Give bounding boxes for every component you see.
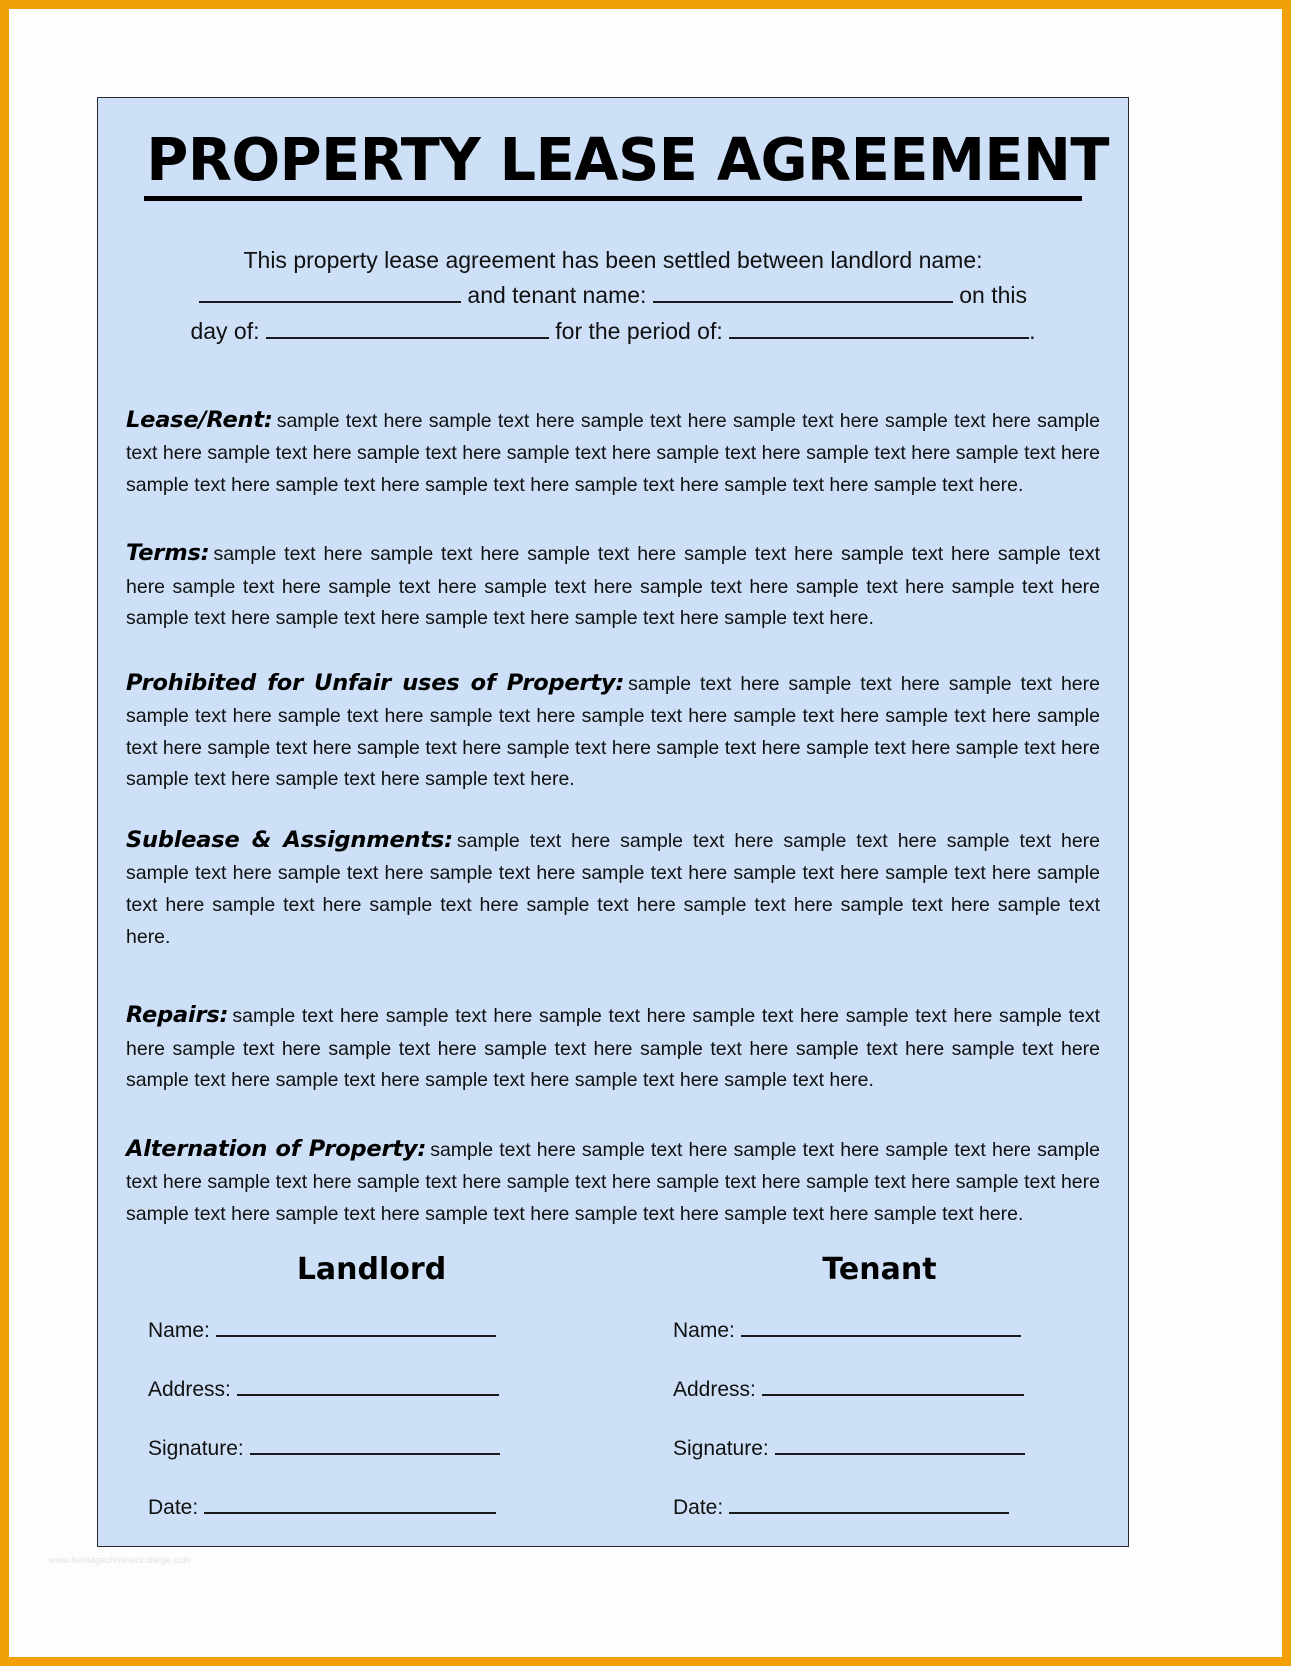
landlord-date-field[interactable]	[204, 1494, 496, 1514]
clause-heading-repairs: Repairs:	[126, 1002, 229, 1029]
clause-sublease-assignments	[126, 822, 1100, 953]
day-of-blank[interactable]	[266, 337, 549, 339]
clause-prohibited-uses	[126, 665, 1100, 796]
landlord-date-label: Date:	[148, 1496, 199, 1520]
intro-text-4: day of:	[190, 318, 260, 344]
watermark-text: www.heritagechristiancollege.com	[49, 1555, 191, 1565]
clause-body-alternation-of-property: sample text here sample text here sample text here sample text here sample text here sample text here sample text here sample text here sample text here sample text here sample text here sample text here sample text here sample text here sample text here sample text here sample text here.	[126, 1138, 1101, 1225]
tenant-signature-block	[613, 1252, 1104, 1553]
landlord-address-row	[130, 1376, 613, 1402]
tenant-heading: Tenant	[822, 1252, 937, 1288]
clause-lease-rent	[126, 402, 1100, 502]
tenant-signature-field[interactable]	[775, 1435, 1025, 1455]
clause-body-sublease-assignments: sample text here sample text here sample text here sample text here sample text here sample text here sample text here sample text here sample text here sample text here sample text here sample text here sample text here sample text here sample text here sample text here sample text here.	[126, 830, 1101, 948]
tenant-name-label: Name:	[673, 1319, 735, 1343]
signature-area	[122, 1252, 1104, 1553]
landlord-name-row	[130, 1317, 613, 1343]
intro-text-6: .	[1029, 318, 1036, 344]
intro-text-3: on this	[959, 282, 1027, 309]
tenant-address-row	[655, 1376, 1104, 1402]
clause-repairs	[126, 997, 1100, 1097]
tenant-name-blank[interactable]	[653, 301, 953, 303]
page-title: PROPERTY LEASE AGREEMENT	[146, 125, 1109, 194]
landlord-name-label: Name:	[148, 1319, 210, 1343]
tenant-date-label: Date:	[673, 1496, 724, 1520]
landlord-signature-block	[122, 1252, 613, 1553]
intro-line-2	[140, 278, 1086, 314]
tenant-date-field[interactable]	[729, 1494, 1009, 1514]
clause-heading-prohibited-uses: Prohibited for Unfair uses of Property:	[126, 669, 625, 696]
tenant-signature-label: Signature:	[673, 1437, 769, 1461]
clause-body-lease-rent: sample text here sample text here sample text here sample text here sample text here sample text here sample text here sample text here sample text here sample text here sample text here sample text here sample text here sample text here sample text here sample text here sample text here sample text here.	[126, 409, 1100, 496]
title-underline-rule	[144, 196, 1082, 201]
clause-alternation-of-property	[126, 1131, 1100, 1231]
clause-body-repairs: sample text here sample text here sample text here sample text here sample text here sample text here sample text here sample text here sample text here sample text here sample text here sample text here sample text here sample text here sample text here sample text here sample text here.	[126, 1005, 1100, 1092]
landlord-date-row	[130, 1494, 613, 1520]
landlord-signature-label: Signature:	[148, 1437, 244, 1461]
landlord-signature-field[interactable]	[250, 1435, 500, 1455]
tenant-date-row	[655, 1494, 1104, 1520]
intro-text-5: for the period of:	[555, 318, 723, 344]
intro-text-2: and tenant name:	[467, 282, 647, 309]
clause-heading-sublease-assignments: Sublease & Assignments:	[126, 827, 453, 853]
period-of-blank[interactable]	[729, 337, 1029, 339]
intro-text-1: This property lease agreement has been settled between landlord name:	[243, 246, 983, 273]
clause-heading-alternation-of-property: Alternation of Property:	[126, 1135, 427, 1162]
tenant-address-field[interactable]	[762, 1376, 1024, 1396]
intro-line-3	[140, 314, 1086, 350]
landlord-name-field[interactable]	[216, 1317, 496, 1337]
landlord-address-field[interactable]	[237, 1376, 499, 1396]
clause-body-prohibited-uses: sample text here sample text here sample text here sample text here sample text here sample text here sample text here sample text here sample text here sample text here sample text here sample text here sample text here sample text here sample text here sample text here sample text here sample text here sample text here.	[126, 672, 1100, 791]
tenant-name-row	[655, 1317, 1104, 1343]
clause-heading-terms: Terms:	[126, 540, 210, 567]
lease-agreement-panel	[97, 97, 1129, 1547]
landlord-signature-row	[130, 1435, 613, 1461]
tenant-signature-row	[655, 1435, 1104, 1461]
tenant-address-label: Address:	[673, 1378, 756, 1402]
landlord-heading: Landlord	[296, 1252, 447, 1288]
landlord-address-label: Address:	[148, 1378, 231, 1402]
title-block	[98, 125, 1128, 201]
landlord-name-blank[interactable]	[199, 301, 461, 303]
clause-body-terms: sample text here sample text here sample text here sample text here sample text here sample text here sample text here sample text here sample text here sample text here sample text here sample text here sample text here sample text here sample text here sample text here sample text here.	[126, 543, 1100, 630]
clause-heading-lease-rent: Lease/Rent:	[126, 406, 273, 433]
intro-line-1	[140, 243, 1086, 279]
intro-paragraph	[140, 243, 1086, 350]
clause-terms	[126, 535, 1100, 635]
clauses-container	[126, 402, 1100, 1231]
tenant-name-field[interactable]	[741, 1317, 1021, 1337]
